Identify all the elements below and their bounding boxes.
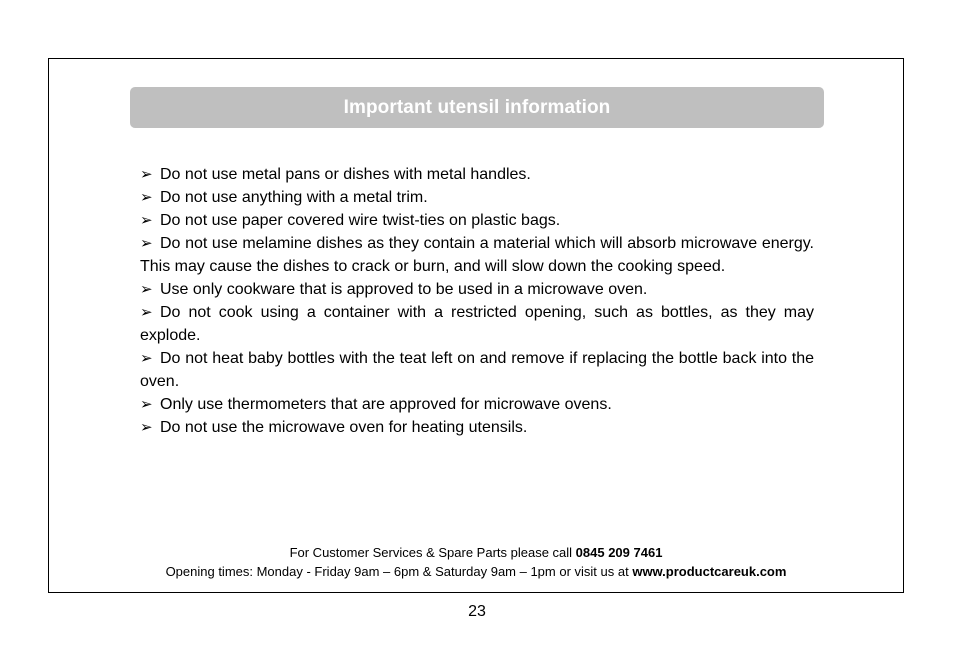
list-item-text: Only use thermometers that are approved for microwave ovens. (160, 396, 612, 413)
list-item-text: Do not use the microwave oven for heating utensils. (160, 419, 528, 436)
arrow-bullet-icon: ➢ (140, 396, 153, 413)
list-item-text: Do not use metal pans or dishes with metal handles. (160, 166, 531, 183)
arrow-bullet-icon: ➢ (140, 235, 153, 252)
list-item (140, 347, 814, 393)
list-item (140, 278, 814, 301)
section-header (130, 87, 824, 128)
footer-customer-services (48, 543, 904, 562)
footer-website: www.productcareuk.com (632, 564, 787, 579)
list-item (140, 416, 814, 439)
arrow-bullet-icon: ➢ (140, 350, 153, 367)
list-item-text: Do not heat baby bottles with the teat left on and remove if replacing the bottle back into the oven. (140, 350, 814, 390)
list-item (140, 301, 814, 347)
list-item (140, 163, 814, 186)
list-item-text: Do not use anything with a metal trim. (160, 189, 428, 206)
arrow-bullet-icon: ➢ (140, 304, 153, 321)
list-item (140, 232, 814, 278)
list-item-text: Do not cook using a container with a restricted opening, such as bottles, as they may explode. (140, 304, 814, 344)
arrow-bullet-icon: ➢ (140, 166, 153, 183)
page-number: 23 (468, 603, 486, 620)
arrow-bullet-icon: ➢ (140, 212, 153, 229)
footer-phone-number: 0845 209 7461 (575, 545, 663, 560)
arrow-bullet-icon: ➢ (140, 281, 153, 298)
list-item-text: Use only cookware that is approved to be used in a microwave oven. (160, 281, 648, 298)
list-item-text: Do not use melamine dishes as they contain a material which will absorb microwave energy. This may cause the dishes to crack or burn, and will slow down the cooking speed. (140, 235, 814, 275)
list-item (140, 186, 814, 209)
section-title: Important utensil information (343, 96, 611, 118)
footer-services-text: For Customer Services & Spare Parts please call (289, 545, 576, 560)
arrow-bullet-icon: ➢ (140, 419, 153, 436)
footer-opening-times (48, 562, 904, 581)
footer-opening-text: Opening times: Monday - Friday 9am – 6pm & Saturday 9am – 1pm or visit us at (165, 564, 633, 579)
list-item-text: Do not use paper covered wire twist-ties on plastic bags. (160, 212, 561, 229)
list-item (140, 393, 814, 416)
list-item (140, 209, 814, 232)
arrow-bullet-icon: ➢ (140, 189, 153, 206)
utensil-info-list (140, 163, 814, 439)
